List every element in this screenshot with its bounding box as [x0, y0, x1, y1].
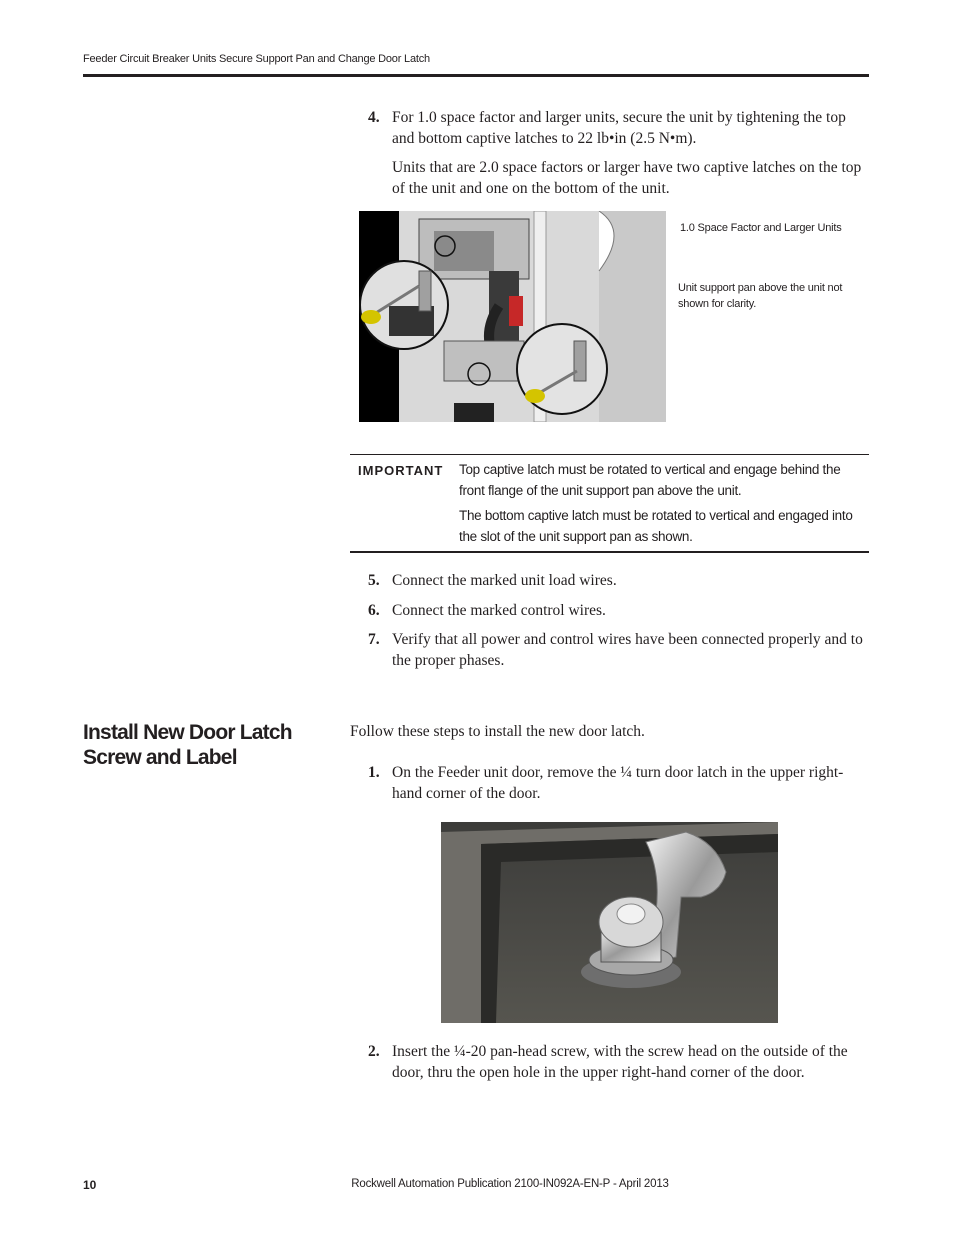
- step-text: On the Feeder unit door, remove the ¼ turn door latch in the upper right-hand corner of the door.: [392, 764, 844, 802]
- section-intro: Follow these steps to install the new door latch.: [350, 723, 645, 740]
- step-number: 6.: [368, 602, 380, 619]
- running-header: Feeder Circuit Breaker Units Secure Support Pan and Change Door Latch: [83, 53, 430, 65]
- step-text: Verify that all power and control wires have been connected properly and to the proper phases.: [392, 631, 863, 669]
- important-top-rule: [350, 454, 869, 455]
- step-number: 2.: [368, 1043, 380, 1060]
- page-number: 10: [83, 1178, 97, 1192]
- step-text: Insert the ¼-20 pan-head screw, with the screw head on the outside of the door, thru the open hole in the upper right-hand corner of the door.: [392, 1043, 848, 1081]
- step-4: [368, 108, 868, 149]
- step-text: For 1.0 space factor and larger units, secure the unit by tightening the top and bottom captive latches to 22 lb•in (2.5 N•m).: [392, 109, 846, 147]
- door-latch-photo: [441, 822, 778, 1023]
- step-4-note: Units that are 2.0 space factors or larger have two captive latches on the top of the unit and one on the bottom of the unit.: [392, 159, 862, 197]
- section-heading: Install New Door Latch Screw and Label: [83, 721, 292, 769]
- section-step-2: [368, 1042, 868, 1083]
- step-number: 7.: [368, 631, 380, 648]
- step-text: Connect the marked unit load wires.: [392, 572, 617, 589]
- important-bottom-rule: [350, 551, 869, 553]
- step-5: [368, 571, 868, 592]
- figure-1-note: Unit support pan above the unit not shown for clarity.: [678, 282, 843, 310]
- unit-latch-drawing: [359, 211, 666, 422]
- step-number: 5.: [368, 572, 380, 589]
- section-step-1: [368, 763, 868, 804]
- publication-footer: Rockwell Automation Publication 2100-IN092A-EN-P - April 2013: [351, 1178, 669, 1190]
- step-number: 4.: [368, 109, 380, 126]
- important-text-2: The bottom captive latch must be rotated to vertical and engaged into the slot of the unit support pan as shown.: [459, 508, 853, 544]
- step-7: [368, 630, 868, 671]
- header-rule: [83, 74, 869, 77]
- step-6: [368, 601, 868, 622]
- door-latch-photo-drawing: [441, 822, 778, 1023]
- important-text-1: Top captive latch must be rotated to vertical and engage behind the front flange of the unit support pan above the unit.: [459, 462, 841, 498]
- step-number: 1.: [368, 764, 380, 781]
- figure-1-title: 1.0 Space Factor and Larger Units: [680, 222, 842, 234]
- unit-latch-illustration: [359, 211, 666, 422]
- step-text: Connect the marked control wires.: [392, 602, 606, 619]
- important-label: IMPORTANT: [358, 463, 444, 478]
